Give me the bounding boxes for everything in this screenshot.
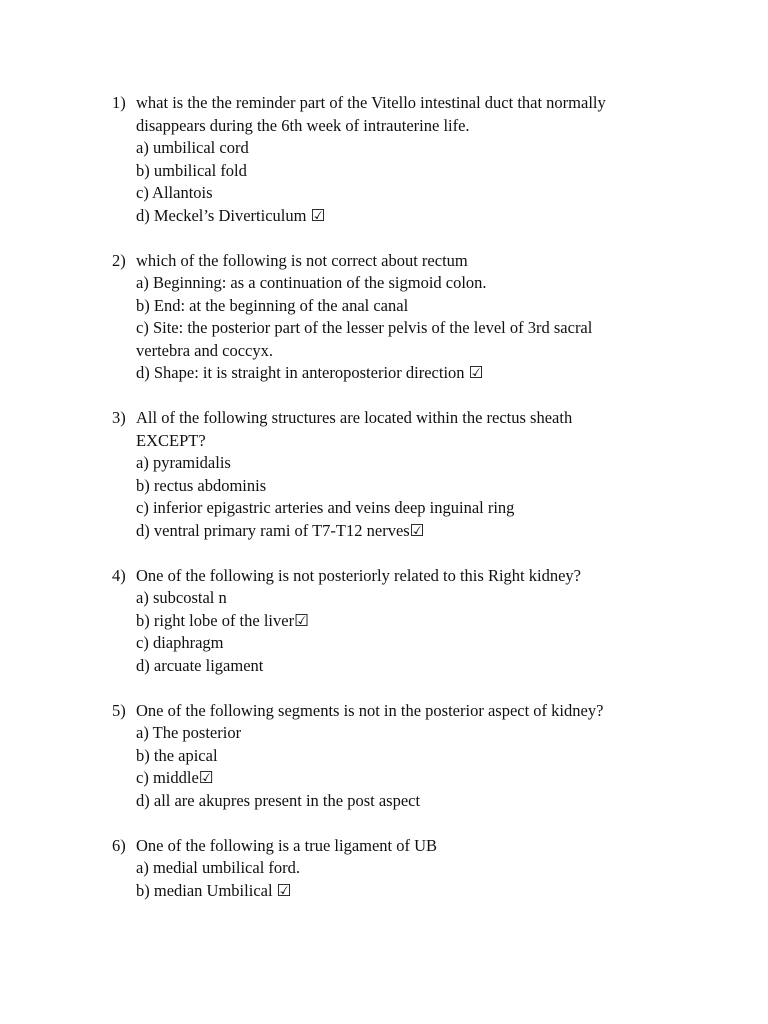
question-number: 3) <box>112 408 126 427</box>
question-text: what is the the reminder part of the Vitello intestinal duct that normally <box>136 93 606 112</box>
answer-option-a: a) Beginning: as a continuation of the sigmoid colon. <box>136 273 487 292</box>
question-2 <box>112 250 652 385</box>
question-stem-line <box>112 407 652 430</box>
question-list <box>112 92 652 925</box>
answer-option-a: a) subcostal n <box>136 588 227 607</box>
answer-option-a: a) The posterior <box>136 723 242 742</box>
answer-option-a: a) medial umbilical ford. <box>136 858 301 877</box>
question-number: 5) <box>112 700 126 720</box>
answer-option-b: b) End: at the beginning of the anal canal <box>136 295 409 315</box>
answer-option-c: c) inferior epigastric arteries and veins deep inguinal ring <box>136 498 515 517</box>
question-1 <box>112 92 652 227</box>
question-number: 4) <box>112 565 126 585</box>
question-text: One of the following is a true ligament of UB <box>136 835 438 855</box>
answer-option-c: c) middle☑ <box>136 768 214 787</box>
question-text: EXCEPT? <box>136 430 206 450</box>
answer-option-d: d) Shape: it is straight in anteroposterior direction ☑ <box>136 363 484 382</box>
question-stem-line <box>112 430 652 453</box>
answer-option-b: b) right lobe of the liver☑ <box>136 610 309 630</box>
question-stem-line <box>112 250 652 273</box>
answer-option-c: c) Site: the posterior part of the lesser pelvis of the level of 3rd sacral <box>136 318 593 337</box>
question-6 <box>112 835 652 903</box>
answer-option-c: c) Allantois <box>136 183 213 202</box>
answer-option-a: a) pyramidalis <box>136 453 231 472</box>
question-4 <box>112 565 652 678</box>
question-stem-line <box>112 92 652 115</box>
question-number: 6) <box>112 835 126 855</box>
question-text: One of the following segments is not in the posterior aspect of kidney? <box>136 700 604 720</box>
answer-option-b: b) median Umbilical ☑ <box>136 880 292 900</box>
question-number: 1) <box>112 93 126 112</box>
question-text: disappears during the 6th week of intrauterine life. <box>136 115 470 135</box>
answer-option-c-continued: vertebra and coccyx. <box>136 340 273 360</box>
question-5 <box>112 700 652 813</box>
question-number: 2) <box>112 250 126 270</box>
question-stem-line <box>112 700 652 723</box>
question-stem-line <box>112 565 652 588</box>
answer-option-d: d) arcuate ligament <box>136 655 264 675</box>
answer-option-b: b) the apical <box>136 745 218 765</box>
answer-option-d: d) all are akupres present in the post aspect <box>136 790 421 810</box>
question-text: All of the following structures are located within the rectus sheath <box>136 408 573 427</box>
question-3 <box>112 407 652 542</box>
question-stem-line <box>112 835 652 858</box>
answer-option-b: b) umbilical fold <box>136 160 247 180</box>
question-text: which of the following is not correct about rectum <box>136 250 468 270</box>
question-stem-line <box>112 115 652 138</box>
answer-option-b: b) rectus abdominis <box>136 475 267 495</box>
answer-option-d: d) Meckel’s Diverticulum ☑ <box>136 205 326 225</box>
question-text: One of the following is not posteriorly related to this Right kidney? <box>136 565 581 585</box>
answer-option-c: c) diaphragm <box>136 633 224 652</box>
answer-option-d: d) ventral primary rami of T7-T12 nerves☑ <box>136 520 425 540</box>
answer-option-a: a) umbilical cord <box>136 138 249 157</box>
